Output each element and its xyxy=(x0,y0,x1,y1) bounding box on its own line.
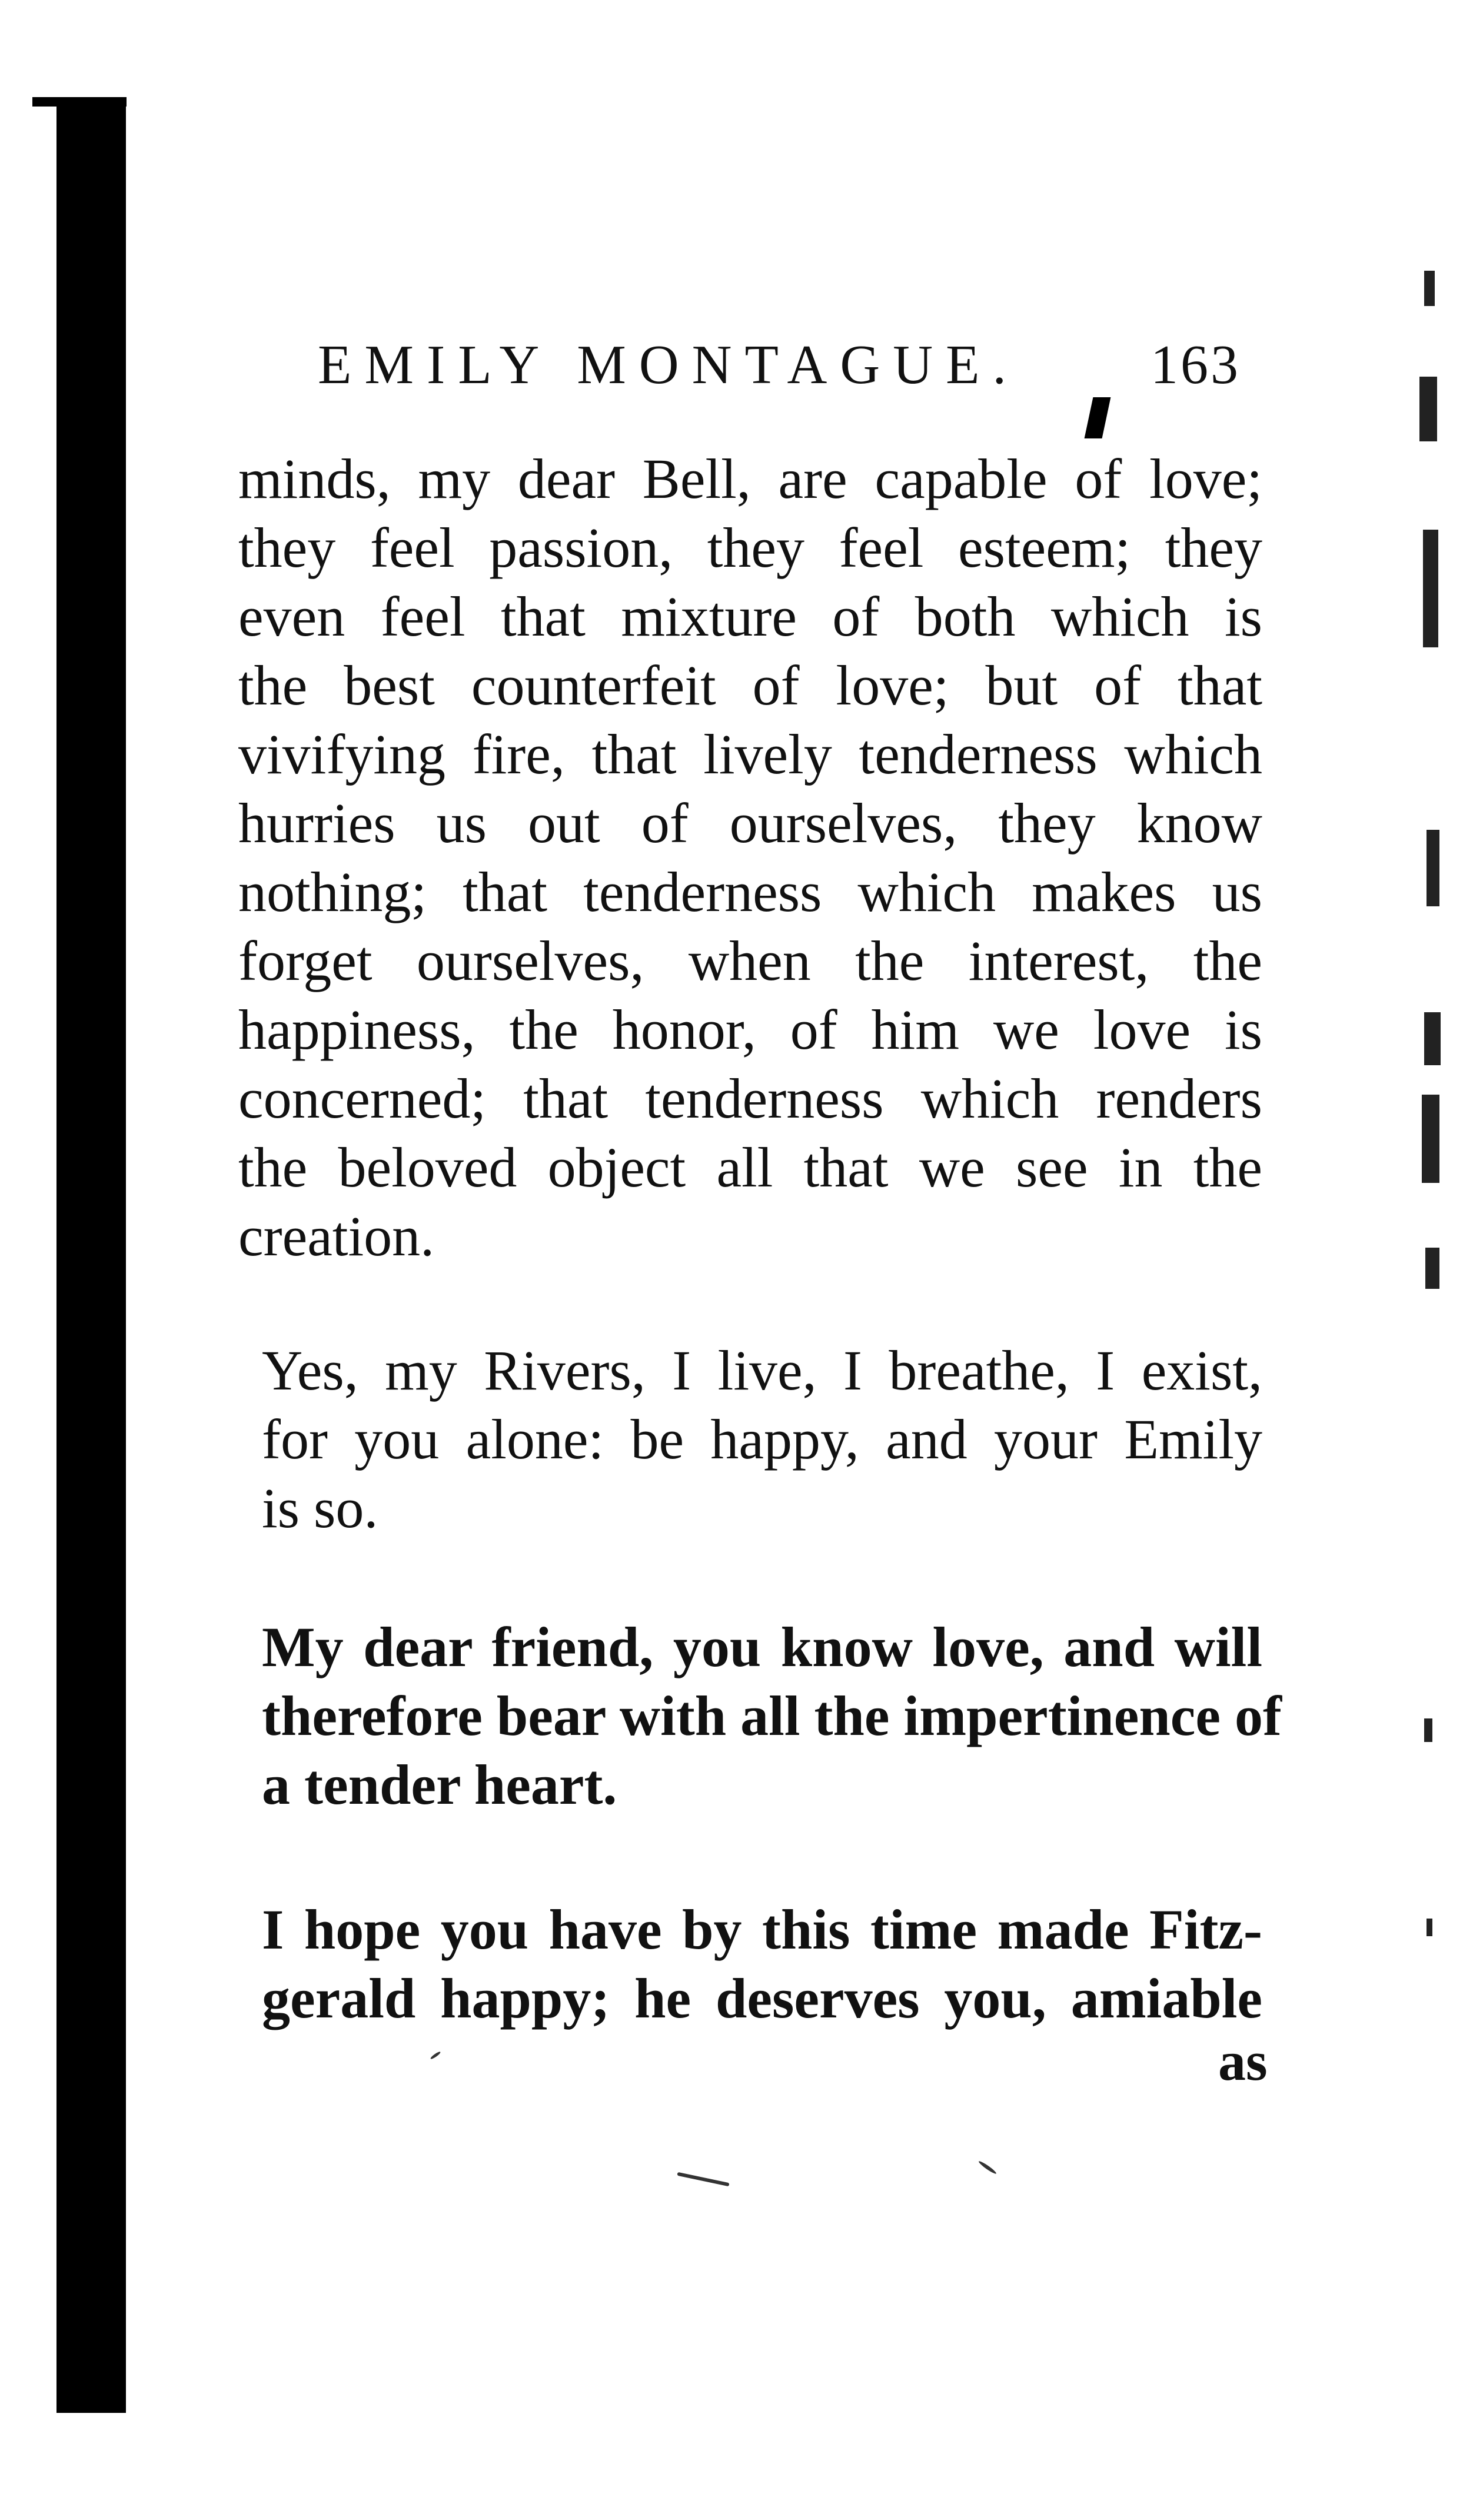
text-line: forget ourselves, when the interest, the xyxy=(238,929,1262,992)
page-number: 163 xyxy=(1151,334,1241,395)
text-line: they feel passion, they feel esteem; they xyxy=(238,516,1262,579)
text-line: the beloved object all that we see in the xyxy=(238,1136,1262,1199)
text-line: nothing; that tenderness which makes us xyxy=(238,860,1262,923)
page-edge-shadow xyxy=(1406,200,1459,2260)
catchword: as xyxy=(1218,2031,1268,2092)
text-line: I hope you have by this time made Fitz- xyxy=(262,1898,1262,1961)
text-line: concerned; that tenderness which renders xyxy=(238,1067,1262,1130)
paragraph xyxy=(262,1613,1282,1819)
text-line: minds, my dear Bell, are capable of love; xyxy=(238,447,1262,510)
text-line: Yes, my Rivers, I live, I breathe, I exist, xyxy=(262,1339,1262,1402)
text-line: creation. xyxy=(238,1205,435,1268)
ink-mark xyxy=(1085,397,1111,438)
ink-speck xyxy=(677,2172,729,2187)
text-line: is so. xyxy=(262,1477,378,1540)
text-line: My dear friend, you know love, and will xyxy=(262,1615,1262,1678)
text-line: therefore bear with all the impertinence of xyxy=(262,1684,1282,1747)
text-line: the best counterfeit of love; but of that xyxy=(238,654,1262,717)
text-line: vivifying fire, that lively tenderness which xyxy=(238,723,1262,786)
paragraph xyxy=(262,1336,1262,1542)
text-line: for you alone: be happy, and your Emily xyxy=(262,1408,1262,1471)
running-head: EMILY MONTAGUE. xyxy=(318,334,1020,395)
ink-speck xyxy=(430,2051,441,2060)
text-line: hurries us out of ourselves, they know xyxy=(238,792,1262,855)
paragraph xyxy=(262,1895,1262,2033)
paragraph xyxy=(238,444,1262,1271)
text-line: a tender heart. xyxy=(262,1753,617,1816)
text-line: happiness, the honor, of him we love is xyxy=(238,998,1262,1061)
binding-bar xyxy=(56,97,126,2413)
ink-speck xyxy=(978,2160,997,2175)
text-line: even feel that mixture of both which is xyxy=(238,585,1262,648)
text-line: gerald happy; he deserves you, amiable xyxy=(262,1967,1262,2030)
